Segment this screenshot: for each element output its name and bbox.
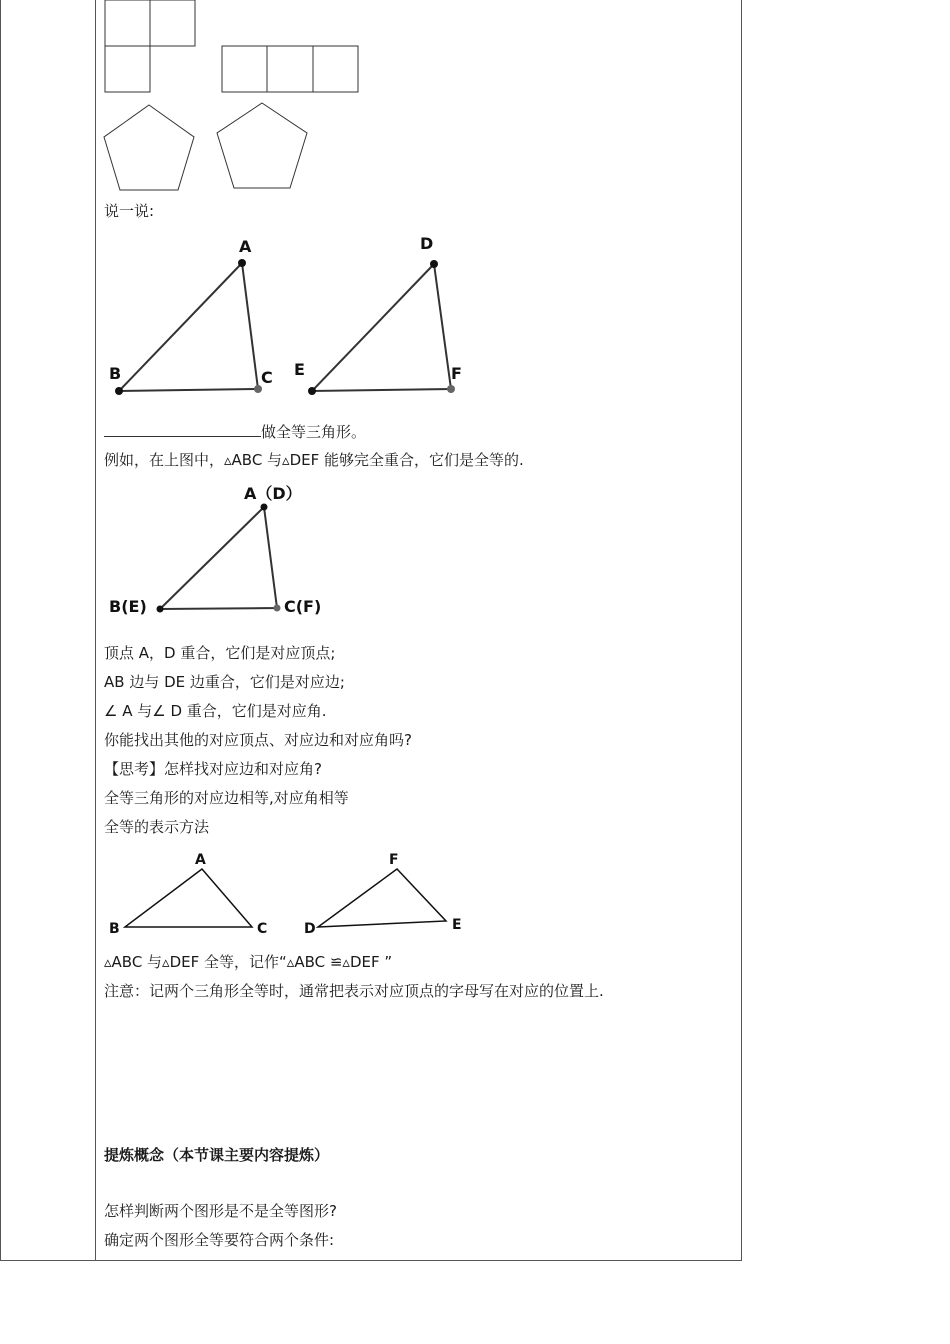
triangle-abc-notation: [125, 869, 252, 927]
label-a: A: [239, 237, 252, 256]
triangle-def-notation: [318, 869, 446, 927]
n-label-a: A: [195, 852, 206, 868]
label-f: F: [451, 364, 462, 383]
label-d: D: [420, 234, 434, 253]
n-label-c: C: [257, 921, 268, 937]
text-line: 顶点 A，D 重合，它们是对应顶点;: [104, 644, 336, 662]
example-line: 例如，在上图中，▵ABC 与▵DEF 能够完全重合，它们是全等的.: [104, 451, 524, 469]
summary-condition: 确定两个图形全等要符合两个条件:: [104, 1231, 335, 1249]
label-e: E: [294, 360, 305, 379]
n-label-d: D: [304, 921, 316, 937]
n-label-e: E: [452, 917, 462, 933]
label-c-f: C(F): [284, 597, 322, 616]
text-line: 你能找出其他的对应顶点、对应边和对应角吗?: [104, 731, 412, 749]
summary-question: 怎样判断两个图形是不是全等图形?: [104, 1202, 337, 1220]
text-line: 【思考】怎样找对应边和对应角?: [104, 760, 322, 778]
text-line: AB 边与 DE 边重合，它们是对应边;: [104, 673, 345, 691]
label-c: C: [261, 368, 273, 387]
summary-heading: 提炼概念（本节课主要内容提炼）: [104, 1146, 330, 1164]
blank-suffix: 做全等三角形。: [261, 423, 367, 441]
note-line: 注意：记两个三角形全等时，通常把表示对应顶点的字母写在对应的位置上.: [104, 982, 604, 1000]
text-line: 全等的表示方法: [104, 818, 210, 836]
say-label: 说一说:: [104, 202, 155, 220]
label-b-e: B(E): [109, 597, 147, 616]
text-line: 全等三角形的对应边相等,对应角相等: [104, 789, 349, 807]
n-label-b: B: [109, 921, 120, 937]
notation-line: ▵ABC 与▵DEF 全等，记作“▵ABC ≌▵DEF ”: [104, 953, 393, 971]
n-label-f: F: [389, 852, 399, 868]
label-b: B: [109, 364, 122, 383]
label-a-d: A（D）: [244, 484, 302, 503]
text-line: ∠ A 与∠ D 重合，它们是对应角.: [104, 702, 327, 720]
